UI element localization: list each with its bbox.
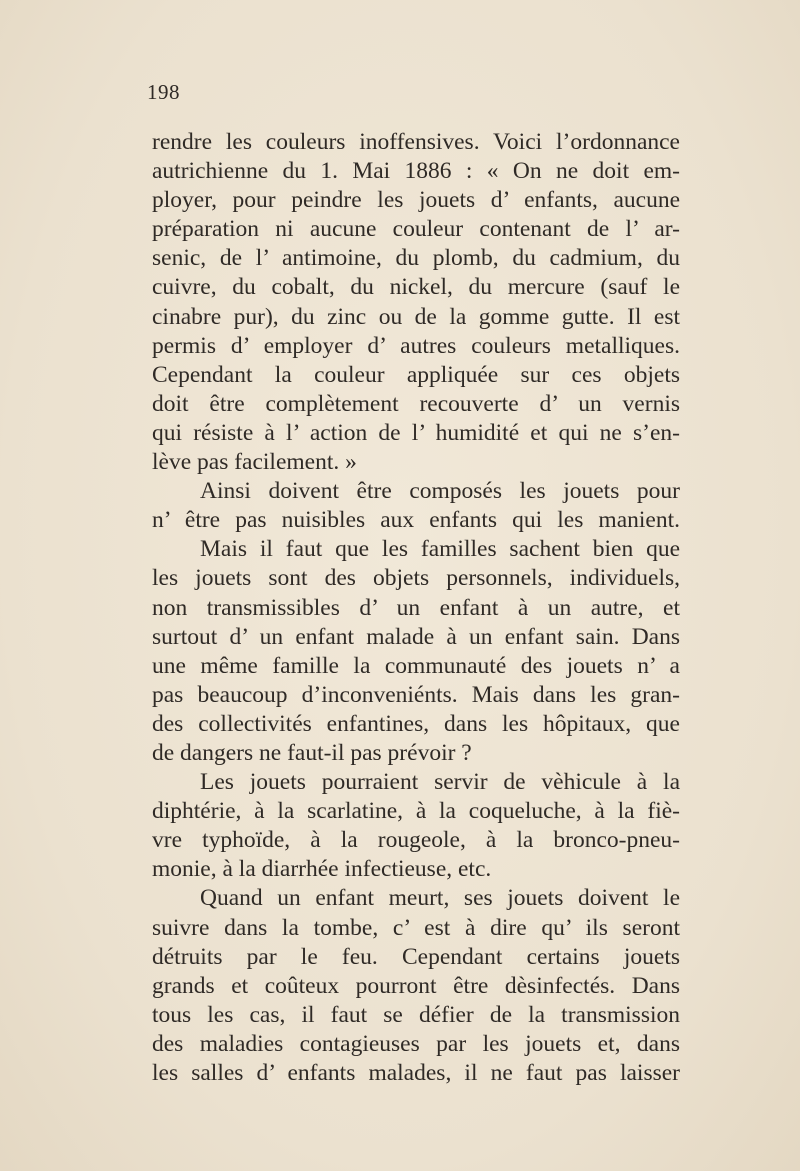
text-line: Quand un enfant meurt, ses jouets doivent le [200,885,680,912]
text-line: autrichienne du 1. Mai 1886 : « On ne doit em- [152,158,680,185]
text-line: des collectivités enfantines, dans les hôpitaux, que [152,710,680,737]
text-line: n’ être pas nuisibles aux enfants qui les manient. [152,507,680,534]
text-line: cuivre, du cobalt, du nickel, du mercure (sauf le [152,274,680,301]
text-line: lève pas facilement. » [152,449,357,476]
text-line: senic, de l’ antimoine, du plomb, du cadmium, du [152,245,680,272]
text-line: de dangers ne faut-il pas prévoir ? [152,739,472,766]
text-line: Les jouets pourraient servir de vèhicule à la [200,769,680,796]
text-line: pas beaucoup d’inconveniénts. Mais dans les gran- [152,681,680,708]
text-line: qui résiste à l’ action de l’ humidité et qui ne s’en- [152,419,680,446]
text-line: des maladies contagieuses par les jouets et, dans [152,1030,680,1057]
text-line: tous les cas, il faut se défier de la transmission [152,1001,680,1028]
text-line: vre typhoïde, à la rougeole, à la bronco-pneu- [152,827,680,854]
page-number: 198 [147,80,180,104]
text-line: cinabre pur), du zinc ou de la gomme gutte. Il est [152,303,680,330]
text-line: Ainsi doivent être composés les jouets pour [200,478,680,505]
text-line: rendre les couleurs inoffensives. Voici l’ordonnance [152,129,680,155]
text-line: Mais il faut que les familles sachent bien que [200,536,680,563]
text-line: diphtérie, à la scarlatine, à la coqueluche, à la fiè- [152,798,680,825]
body-text [152,128,680,1088]
text-line: surtout d’ un enfant malade à un enfant sain. Dans [152,623,680,650]
text-line: suivre dans la tombe, c’ est à dire qu’ ils seront [152,914,680,941]
text-line: les salles d’ enfants malades, il ne faut pas laisser [152,1060,680,1086]
text-line: une même famille la communauté des jouets n’ a [152,652,680,679]
text-line: Cependant la couleur appliquée sur ces objets [152,361,680,388]
text-line: ployer, pour peindre les jouets d’ enfants, aucune [152,187,680,214]
text-line: monie, à la diarrhée infectieuse, etc. [152,856,492,883]
text-line: grands et coûteux pourront être dèsinfectés. Dans [152,972,680,999]
text-line: doit être complètement recouverte d’ un vernis [152,390,680,417]
text-line: permis d’ employer d’ autres couleurs metalliques. [152,332,680,359]
text-line: les jouets sont des objets personnels, individuels, [152,565,680,592]
text-line: détruits par le feu. Cependant certains jouets [152,943,680,970]
text-line: non transmissibles d’ un enfant à un autre, et [152,594,680,621]
text-line: préparation ni aucune couleur contenant de l’ ar- [152,216,680,243]
